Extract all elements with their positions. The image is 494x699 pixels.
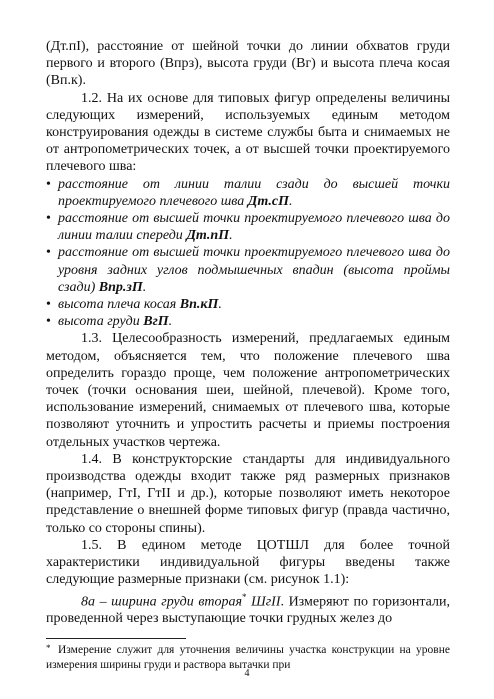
symbol: Вп.кП xyxy=(179,297,219,313)
symbol: Дт.сП xyxy=(247,193,289,209)
bullet-item: • расстояние от линии талии сзади до высшей точки проектируемого плечевого шва Дт.сП. xyxy=(46,176,450,209)
footnote-star: * xyxy=(46,642,51,653)
paragraph-8a: 8а – ширина груди вторая* ШгII. Измеряют по горизонтали, проведенной через выступающие точки грудных желез до xyxy=(46,591,450,627)
paragraph-1-2: 1.2. На их основе для типовых фигур определены величины следующих измерений, используемых единым методом конструирования одежды в системе службы быта и снимаемых не от антропометрических точек, а от высшей точки проектируемого плечевого шва: xyxy=(46,90,450,175)
bullet-icon: • xyxy=(46,176,51,192)
paragraph-1-4: 1.4. В конструкторские стандарты для индивидуального производства одежды входит также ряд размерных признаков (например, ГтI, ГтII и др.), которые позволяют иметь некоторое представление о внешней форме типовых фигур (правда частично, только со стороны спины). xyxy=(46,451,450,536)
bullet-item: • высота плеча косая Вп.кП. xyxy=(46,297,222,313)
bullet-item: • высота груди ВгП. xyxy=(46,314,173,330)
bullet-item: • расстояние от высшей точки проектируемого плечевого шва до уровня задних углов подмышечных впадин (высота проймы сзади) Впр.зП. xyxy=(46,245,450,295)
paragraph-1-3: 1.3. Целесообразность измерений, предлагаемых единым методом, объясняется тем, что положение плечевого шва определить гораздо проще, чем положение антропометрических точек (точки основания шеи, шейной, плечевой). Кроме того, использование измерений, снимаемых от плечевого шва, которые позволяют уточнить и упростить расчеты и приемы построения отдельных участков чертежа. xyxy=(46,331,450,450)
footnote: * Измерение служит для уточнения величины участка конструкции на уровне измерения ширины груди и раствора вытачки при xyxy=(46,642,450,671)
bullet-icon: • xyxy=(46,314,51,330)
footnote-divider xyxy=(46,638,186,639)
footnote-marker: * xyxy=(242,591,247,602)
bullet-item: • расстояние от высшей точки проектируемого плечевого шва до линии талии спереди Дт.пП. xyxy=(46,211,450,244)
bullet-icon: • xyxy=(46,297,51,313)
paragraph-1-5: 1.5. В едином методе ЦОТШЛ для более точной характеристики индивидуальной фигуры введены также следующие размерные признаки (см. рисунок 1.1): xyxy=(46,537,450,588)
page-number: 4 xyxy=(244,668,250,679)
item-label: 8а – ширина груди вторая xyxy=(81,594,243,610)
symbol: Впр.зП xyxy=(98,279,143,295)
paragraph-continuation: (Дт.пI), расстояние от шейной точки до линии обхватов груди первого и второго (Впрз), высота груди (Вг) и высота плеча косая (Вп.к). xyxy=(46,39,450,89)
bullet-list xyxy=(46,176,450,331)
bullet-icon: • xyxy=(46,211,51,227)
symbol: ВгП xyxy=(143,314,169,330)
symbol: ШгII xyxy=(251,594,281,610)
bullet-icon: • xyxy=(46,245,51,261)
symbol: Дт.пП xyxy=(186,228,230,244)
